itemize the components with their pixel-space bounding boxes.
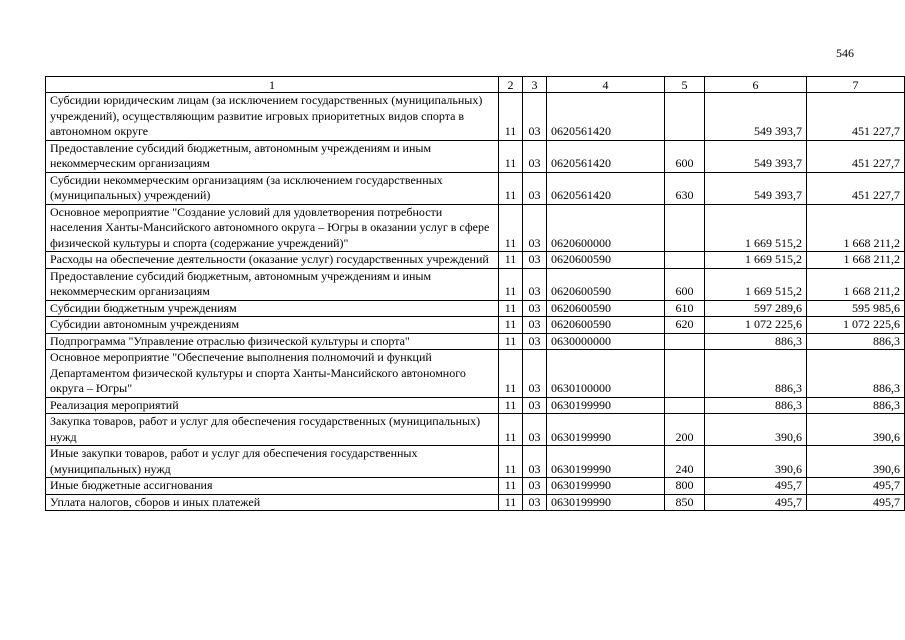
table-body xyxy=(46,93,905,511)
table-row xyxy=(46,414,905,446)
row-section-cell: 11 xyxy=(499,252,523,269)
header-cell: 3 xyxy=(523,77,547,93)
row-expense-type-cell xyxy=(665,252,705,269)
row-target-article-cell: 0630100000 xyxy=(547,350,665,398)
row-amount-year1-cell: 390,6 xyxy=(705,446,807,478)
table-header xyxy=(46,77,905,93)
row-target-article-cell: 0630199990 xyxy=(547,494,665,511)
row-expense-type-cell xyxy=(665,333,705,350)
row-name-cell: Закупка товаров, работ и услуг для обеспечения государственных (муниципальных) нужд xyxy=(46,414,499,446)
row-expense-type-cell: 200 xyxy=(665,414,705,446)
header-cell: 7 xyxy=(807,77,905,93)
row-amount-year2-cell: 595 985,6 xyxy=(807,300,905,317)
row-section-cell: 11 xyxy=(499,397,523,414)
row-target-article-cell: 0630199990 xyxy=(547,397,665,414)
row-amount-year2-cell: 886,3 xyxy=(807,333,905,350)
header-cell: 4 xyxy=(547,77,665,93)
row-amount-year2-cell: 451 227,7 xyxy=(807,93,905,141)
row-target-article-cell: 0630000000 xyxy=(547,333,665,350)
row-name-cell: Основное мероприятие "Обеспечение выполнения полномочий и функций Департаментом физической культуры и спорта Ханты-Мансийского автономного округа – Югры" xyxy=(46,350,499,398)
row-target-article-cell: 0620561420 xyxy=(547,140,665,172)
row-amount-year2-cell: 390,6 xyxy=(807,414,905,446)
row-amount-year2-cell: 451 227,7 xyxy=(807,172,905,204)
row-subsection-cell: 03 xyxy=(523,300,547,317)
header-row xyxy=(46,77,905,93)
header-cell: 1 xyxy=(46,77,499,93)
row-name-cell: Предоставление субсидий бюджетным, автономным учреждениям и иным некоммерческим организациям xyxy=(46,268,499,300)
row-section-cell: 11 xyxy=(499,350,523,398)
row-expense-type-cell: 630 xyxy=(665,172,705,204)
row-subsection-cell: 03 xyxy=(523,446,547,478)
row-subsection-cell: 03 xyxy=(523,93,547,141)
table-row xyxy=(46,93,905,141)
row-amount-year1-cell: 1 072 225,6 xyxy=(705,317,807,334)
row-amount-year2-cell: 451 227,7 xyxy=(807,140,905,172)
row-expense-type-cell xyxy=(665,397,705,414)
row-subsection-cell: 03 xyxy=(523,268,547,300)
row-amount-year1-cell: 886,3 xyxy=(705,397,807,414)
row-amount-year1-cell: 1 669 515,2 xyxy=(705,204,807,252)
row-amount-year2-cell: 1 668 211,2 xyxy=(807,252,905,269)
row-target-article-cell: 0630199990 xyxy=(547,446,665,478)
table-row xyxy=(46,494,905,511)
row-amount-year1-cell: 1 669 515,2 xyxy=(705,268,807,300)
table-row xyxy=(46,172,905,204)
row-section-cell: 11 xyxy=(499,414,523,446)
row-target-article-cell: 0620600590 xyxy=(547,252,665,269)
row-expense-type-cell: 610 xyxy=(665,300,705,317)
table-row xyxy=(46,317,905,334)
header-cell: 5 xyxy=(665,77,705,93)
row-amount-year1-cell: 549 393,7 xyxy=(705,172,807,204)
row-name-cell: Предоставление субсидий бюджетным, автономным учреждениям и иным некоммерческим организациям xyxy=(46,140,499,172)
row-name-cell: Подпрограмма "Управление отраслью физической культуры и спорта" xyxy=(46,333,499,350)
row-amount-year1-cell: 495,7 xyxy=(705,478,807,495)
row-subsection-cell: 03 xyxy=(523,350,547,398)
row-expense-type-cell: 620 xyxy=(665,317,705,334)
row-target-article-cell: 0630199990 xyxy=(547,414,665,446)
table-row xyxy=(46,446,905,478)
row-target-article-cell: 0620600590 xyxy=(547,268,665,300)
table-row xyxy=(46,140,905,172)
row-subsection-cell: 03 xyxy=(523,397,547,414)
row-subsection-cell: 03 xyxy=(523,494,547,511)
row-section-cell: 11 xyxy=(499,140,523,172)
row-section-cell: 11 xyxy=(499,300,523,317)
row-section-cell: 11 xyxy=(499,446,523,478)
row-section-cell: 11 xyxy=(499,172,523,204)
header-cell: 2 xyxy=(499,77,523,93)
row-section-cell: 11 xyxy=(499,204,523,252)
row-name-cell: Субсидии автономным учреждениям xyxy=(46,317,499,334)
row-expense-type-cell xyxy=(665,204,705,252)
row-subsection-cell: 03 xyxy=(523,317,547,334)
row-subsection-cell: 03 xyxy=(523,478,547,495)
row-amount-year1-cell: 549 393,7 xyxy=(705,140,807,172)
row-target-article-cell: 0620600590 xyxy=(547,300,665,317)
row-section-cell: 11 xyxy=(499,333,523,350)
row-section-cell: 11 xyxy=(499,478,523,495)
row-name-cell: Субсидии некоммерческим организациям (за исключением государственных (муниципальных) учреждений) xyxy=(46,172,499,204)
row-name-cell: Расходы на обеспечение деятельности (оказание услуг) государственных учреждений xyxy=(46,252,499,269)
row-name-cell: Субсидии юридическим лицам (за исключением государственных (муниципальных) учреждений), осуществляющим развитие игровых приоритетных видов спорта в автономном округе xyxy=(46,93,499,141)
table-row xyxy=(46,204,905,252)
row-expense-type-cell: 240 xyxy=(665,446,705,478)
row-section-cell: 11 xyxy=(499,93,523,141)
row-subsection-cell: 03 xyxy=(523,414,547,446)
table-row xyxy=(46,333,905,350)
row-amount-year1-cell: 886,3 xyxy=(705,333,807,350)
row-amount-year2-cell: 495,7 xyxy=(807,494,905,511)
row-amount-year2-cell: 390,6 xyxy=(807,446,905,478)
table-row xyxy=(46,350,905,398)
row-expense-type-cell: 600 xyxy=(665,268,705,300)
row-target-article-cell: 0620561420 xyxy=(547,172,665,204)
row-target-article-cell: 0620600590 xyxy=(547,317,665,334)
row-subsection-cell: 03 xyxy=(523,140,547,172)
row-expense-type-cell xyxy=(665,93,705,141)
row-section-cell: 11 xyxy=(499,317,523,334)
row-amount-year1-cell: 886,3 xyxy=(705,350,807,398)
row-subsection-cell: 03 xyxy=(523,204,547,252)
row-amount-year1-cell: 495,7 xyxy=(705,494,807,511)
table-row xyxy=(46,300,905,317)
row-name-cell: Реализация мероприятий xyxy=(46,397,499,414)
header-cell: 6 xyxy=(705,77,807,93)
row-target-article-cell: 0620600000 xyxy=(547,204,665,252)
row-expense-type-cell: 800 xyxy=(665,478,705,495)
row-amount-year2-cell: 886,3 xyxy=(807,397,905,414)
row-target-article-cell: 0630199990 xyxy=(547,478,665,495)
row-amount-year2-cell: 886,3 xyxy=(807,350,905,398)
row-subsection-cell: 03 xyxy=(523,252,547,269)
row-section-cell: 11 xyxy=(499,494,523,511)
row-amount-year2-cell: 1 668 211,2 xyxy=(807,204,905,252)
row-amount-year1-cell: 597 289,6 xyxy=(705,300,807,317)
row-amount-year1-cell: 390,6 xyxy=(705,414,807,446)
table-row xyxy=(46,397,905,414)
table-row xyxy=(46,268,905,300)
budget-table xyxy=(45,76,905,511)
row-name-cell: Субсидии бюджетным учреждениям xyxy=(46,300,499,317)
row-amount-year1-cell: 1 669 515,2 xyxy=(705,252,807,269)
row-subsection-cell: 03 xyxy=(523,172,547,204)
row-name-cell: Основное мероприятие "Создание условий для удовлетворения потребности населения Ханты-Мансийского автономного округа – Югры в оказании услуг в сфере физической культуры и спорта (содержание учреждений)" xyxy=(46,204,499,252)
row-name-cell: Уплата налогов, сборов и иных платежей xyxy=(46,494,499,511)
row-expense-type-cell: 850 xyxy=(665,494,705,511)
row-amount-year2-cell: 1 072 225,6 xyxy=(807,317,905,334)
table-row xyxy=(46,478,905,495)
row-expense-type-cell: 600 xyxy=(665,140,705,172)
row-expense-type-cell xyxy=(665,350,705,398)
row-name-cell: Иные бюджетные ассигнования xyxy=(46,478,499,495)
page-number: 546 xyxy=(836,46,854,60)
row-name-cell: Иные закупки товаров, работ и услуг для обеспечения государственных (муниципальных) нужд xyxy=(46,446,499,478)
row-amount-year2-cell: 495,7 xyxy=(807,478,905,495)
row-amount-year1-cell: 549 393,7 xyxy=(705,93,807,141)
row-section-cell: 11 xyxy=(499,268,523,300)
row-amount-year2-cell: 1 668 211,2 xyxy=(807,268,905,300)
row-target-article-cell: 0620561420 xyxy=(547,93,665,141)
table-row xyxy=(46,252,905,269)
row-subsection-cell: 03 xyxy=(523,333,547,350)
